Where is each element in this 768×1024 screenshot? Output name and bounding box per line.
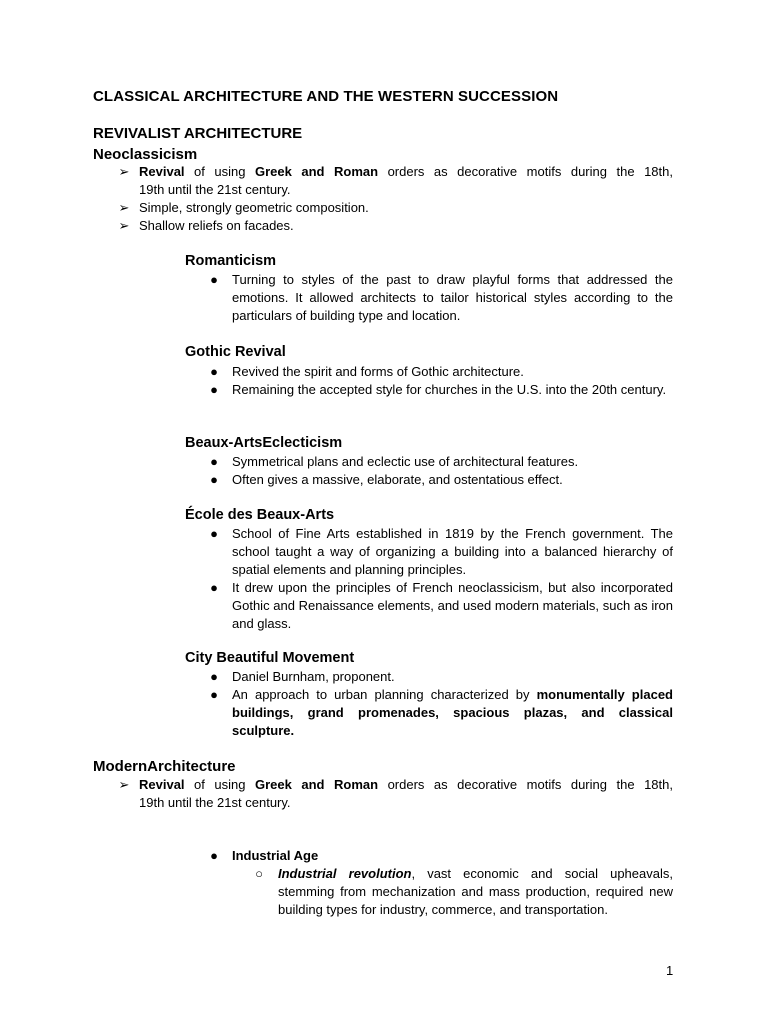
neoclassicism-item-2: Simple, strongly geometric composition. [139,200,369,215]
beaux-eclecticism-item-1: Symmetrical plans and eclectic use of architectural features. [232,454,579,469]
subheading-gothic-revival: Gothic Revival [185,344,286,360]
section-heading-revivalist: REVIVALIST ARCHITECTURE [93,125,303,142]
romanticism-item-1: Turning to styles of the past to draw playful forms that addressed the emotions. It allowed architects to tailor historical styles according to the particulars of building type and location. [232,272,673,323]
subheading-ecole-des-beaux-arts: École des Beaux-Arts [185,507,335,523]
arrow-bullet-icon: ➢ [118,164,130,179]
neoclassicism-item-1-line-2: 19th until the 21st century. [139,182,291,197]
greek-roman-bold: Greek and Roman [255,777,379,792]
city-beautiful-item-2: An approach to urban planning characterized by monumentally placed buildings, grand promenades, spacious plazas, and classical sculpture. [232,687,673,738]
neoclassicism-item-3: Shallow reliefs on facades. [139,218,294,233]
gothic-item-1: Revived the spirit and forms of Gothic architecture. [232,364,524,379]
document-title: CLASSICAL ARCHITECTURE AND THE WESTERN SUCCESSION [93,88,559,105]
bullet-icon: ● [210,669,218,684]
gothic-item-2: Remaining the accepted style for churches in the U.S. into the 20th century. [232,382,667,397]
arrow-bullet-icon: ➢ [118,200,130,215]
revival-bold: Revival [139,777,185,792]
bullet-icon: ● [210,364,218,379]
greek-roman-bold: Greek and Roman [255,164,379,179]
revival-bold: Revival [139,164,185,179]
bullet-icon: ● [210,272,218,287]
industrial-age-heading: Industrial Age [232,848,319,863]
bullet-icon: ● [210,848,218,863]
modern-item-1-line-1: Revival of using Greek and Roman orders as decorative motifs during the 18th, [139,777,673,792]
subheading-neoclassicism: Neoclassicism [93,146,198,163]
bullet-icon: ● [210,580,218,595]
bullet-icon: ● [210,382,218,397]
industrial-revolution-bold-italic: Industrial revolution [278,866,412,881]
bullet-icon: ● [210,687,218,702]
neoclassicism-item-1-line-1: Revival of using Greek and Roman orders as decorative motifs during the 18th, [139,164,673,179]
subheading-romanticism: Romanticism [185,253,277,269]
ecole-item-1: School of Fine Arts established in 1819 by the French government. The school taught a way of organizing a building into a balanced hierarchy of spatial elements and planning principles. [232,526,673,577]
beaux-eclecticism-item-2: Often gives a massive, elaborate, and ostentatious effect. [232,472,563,487]
hollow-circle-bullet-icon: ○ [255,866,263,881]
bullet-icon: ● [210,526,218,541]
bullet-icon: ● [210,454,218,469]
bullet-icon: ● [210,472,218,487]
modern-item-1-line-2: 19th until the 21st century. [139,795,291,810]
subheading-beaux-arts-eclecticism: Beaux-ArtsEclecticism [185,435,343,451]
city-beautiful-bold-phrase: monumentally placed buildings, grand promenades, spacious plazas, and classical sculpture. [232,687,673,738]
page-number: 1 [666,963,674,978]
industrial-revolution-item: Industrial revolution, vast economic and social upheavals, stemming from mechanization and mass production, required new building types for industry, commerce, and transportation. [278,866,673,917]
subheading-city-beautiful-movement: City Beautiful Movement [185,650,355,666]
arrow-bullet-icon: ➢ [118,218,130,233]
ecole-item-2: It drew upon the principles of French neoclassicism, but also incorporated Gothic and Renaissance elements, and used modern materials, such as iron and glass. [232,580,673,631]
city-beautiful-item-1: Daniel Burnham, proponent. [232,669,395,684]
arrow-bullet-icon: ➢ [118,777,130,792]
section-heading-modern: ModernArchitecture [93,758,236,775]
